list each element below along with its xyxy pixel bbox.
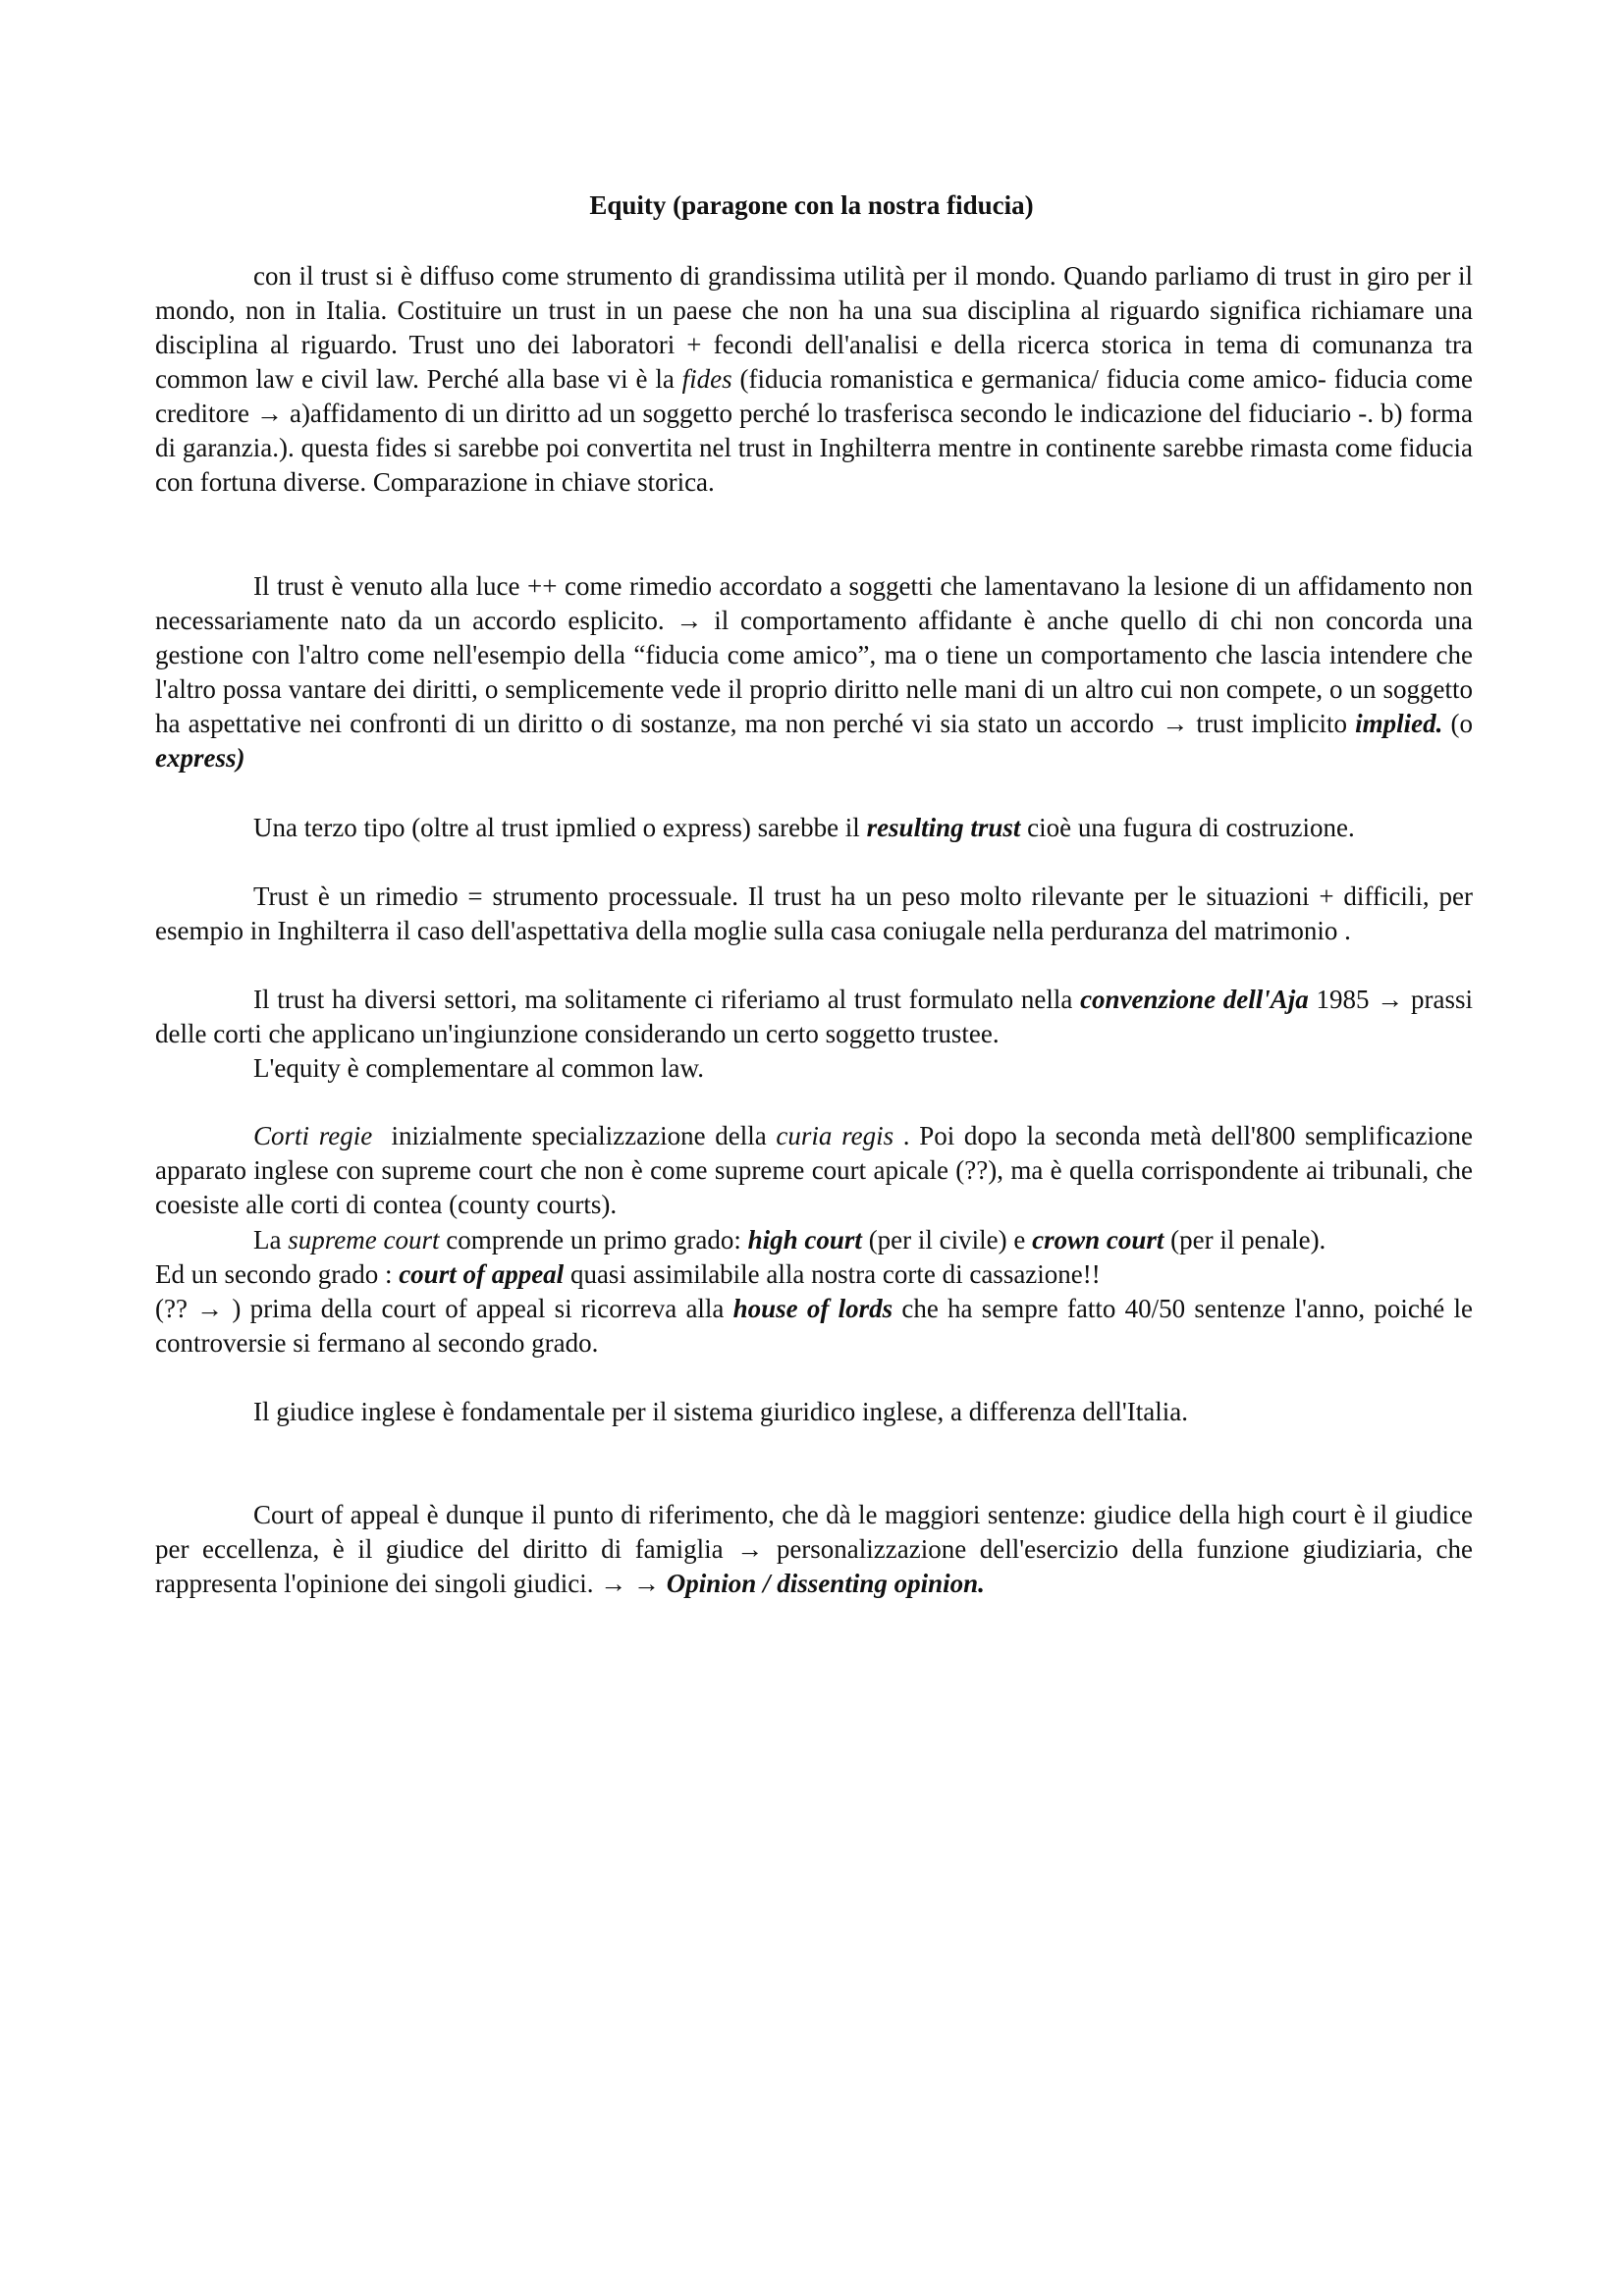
text-segment: La xyxy=(253,1225,289,1255)
text-segment: (per il civile) e xyxy=(861,1225,1033,1255)
paragraph-house-of-lords xyxy=(155,1292,1473,1361)
text-segment: (?? → ) prima della court of appeal si ricorreva alla xyxy=(155,1294,733,1323)
emphasis-opinion: Opinion / dissenting opinion. xyxy=(666,1569,985,1598)
paragraph-second-grade xyxy=(155,1257,1473,1292)
emphasis-implied: implied. xyxy=(1355,709,1443,738)
text-segment: comprende un primo grado: xyxy=(439,1225,748,1255)
paragraph-trust-origin xyxy=(155,259,1473,500)
text-segment: Trust è un rimedio = strumento processuale. Il trust ha un peso molto rilevante per le situazioni + difficili, per esempio in Inghilterra il caso dell'aspettativa della moglie sulla casa coniugale nella perduranza del matrimonio . xyxy=(155,881,1473,945)
text-segment: Il giudice inglese è fondamentale per il sistema giuridico inglese, a differenza dell'Italia. xyxy=(253,1397,1189,1426)
paragraph-corti-regie xyxy=(155,1119,1473,1222)
emphasis-corti-regie: Corti regie xyxy=(253,1121,373,1150)
text-segment: Una terzo tipo (oltre al trust ipmlied o express) sarebbe il xyxy=(253,813,867,842)
text-segment: quasi assimilabile alla nostra corte di cassazione!! xyxy=(564,1259,1101,1289)
paragraph-english-judge xyxy=(155,1395,1473,1429)
text-segment: che ha sempre fatto 40/50 sentenze l'anno, poiché le controversie si fermano al secondo grado. xyxy=(155,1294,1473,1358)
emphasis-fides: fides xyxy=(681,364,732,394)
emphasis-express: express) xyxy=(155,743,245,773)
paragraph-supreme-court xyxy=(155,1223,1473,1257)
text-segment: con il trust si è diffuso come strumento di grandissima utilità per il mondo. Quando parliamo di trust in giro per il mondo, non in Italia. Costituire un trust in un paese che non ha una sua disciplina al riguardo significa richiamare una disciplina al riguardo. Trust uno dei laboratori + fecondi dell'analisi e della ricerca storica in tema di comunanza tra common law e civil law. Perché alla base vi è la xyxy=(155,261,1473,394)
emphasis-resulting-trust: resulting trust xyxy=(866,813,1021,842)
paragraph-trust-remedy-process xyxy=(155,880,1473,948)
text-segment: (fiducia romanistica e germanica/ fiducia come amico- fiducia come creditore → a)affidamento di un diritto ad un soggetto perché lo trasferisca secondo le indicazione del fiduciario -. b) forma di garanzia.). questa fides si sarebbe poi convertita nel trust in Inghilterra mentre in continente sarebbe rimasta come fiducia con fortuna diverse. Comparazione in chiave storica. xyxy=(155,364,1473,497)
paragraph-trust-remedy xyxy=(155,569,1473,775)
text-segment: (o xyxy=(1442,709,1473,738)
emphasis-crown-court: crown court xyxy=(1032,1225,1164,1255)
page-title: Equity (paragone con la nostra fiducia) xyxy=(589,190,1034,220)
text-segment: Ed un secondo grado : xyxy=(155,1259,400,1289)
paragraph-convenzione-aja xyxy=(155,983,1473,1051)
emphasis-supreme-court: supreme court xyxy=(288,1225,440,1255)
text-segment: (per il penale). xyxy=(1163,1225,1326,1255)
text-segment: 1985 → prassi delle corti che applicano un'ingiunzione considerando un certo soggetto trustee. xyxy=(155,985,1473,1048)
text-segment: L'equity è complementare al common law. xyxy=(253,1053,704,1083)
emphasis-convenzione-aja: convenzione dell'Aja xyxy=(1080,985,1309,1014)
text-segment: inizialmente specializzazione della xyxy=(372,1121,777,1150)
emphasis-house-of-lords: house of lords xyxy=(732,1294,893,1323)
emphasis-high-court: high court xyxy=(747,1225,862,1255)
text-segment: Il trust ha diversi settori, ma solitamente ci riferiamo al trust formulato nella xyxy=(253,985,1081,1014)
text-segment: Il trust è venuto alla luce ++ come rimedio accordato a soggetti che lamentavano la lesione di un affidamento non necessariamente nato da un accordo esplicito. → il comportamento affidante è anche quello di chi non concorda una gestione con l'altro come nell'esempio della “fiducia come amico”, ma o tiene un comportamento che lascia intendere che l'altro possa vantare dei diritti, o semplicemente vede il proprio diritto nelle mani di un altro cui non compete, o un soggetto ha aspettative nei confronti di un diritto o di sostanze, ma non perché vi sia stato un accordo → trust implicito xyxy=(155,571,1473,738)
paragraph-court-of-appeal xyxy=(155,1498,1473,1601)
emphasis-curia-regis: curia regis xyxy=(776,1121,894,1150)
text-segment: Court of appeal è dunque il punto di riferimento, che dà le maggiori sentenze: giudice della high court è il giudice per eccellenza, è il giudice del diritto di famiglia → personalizzazione dell'esercizio della funzione giudiziaria, che rappresenta l'opinione dei singoli giudici. → → xyxy=(155,1500,1473,1598)
paragraph-resulting-trust xyxy=(155,811,1473,845)
emphasis-court-of-appeal: court of appeal xyxy=(399,1259,565,1289)
text-segment: cioè una fugura di costruzione. xyxy=(1020,813,1355,842)
paragraph-equity-complementary xyxy=(155,1051,1473,1086)
text-segment: . Poi dopo la seconda metà dell'800 semplificazione apparato inglese con supreme court che non è come supreme court apicale (??), ma è quella corrispondente ai tribunali, che coesiste alle corti di contea (county courts). xyxy=(155,1121,1474,1219)
